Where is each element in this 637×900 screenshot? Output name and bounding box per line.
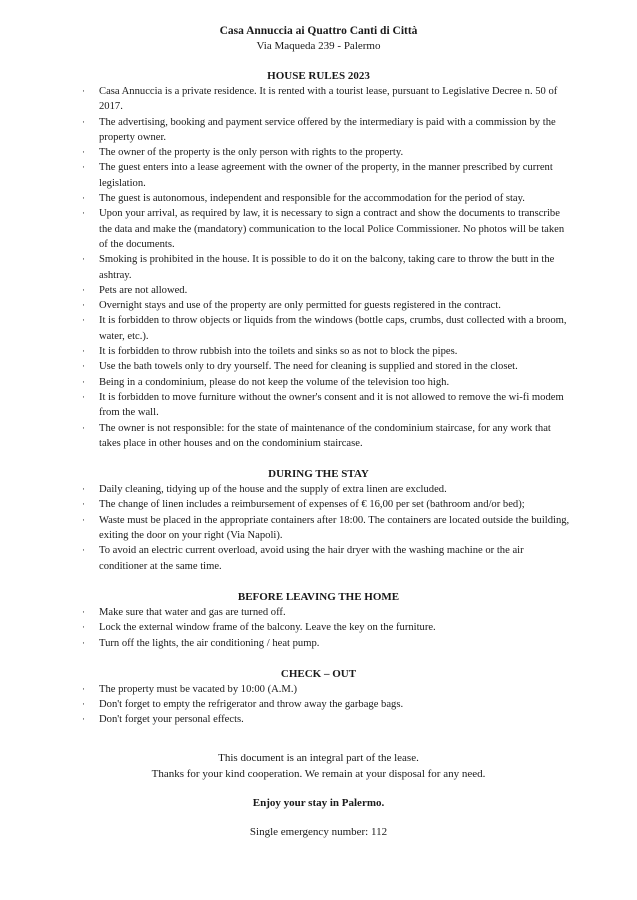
list-item-text: Smoking is prohibited in the house. It is possible to do it on the balcony, taking care to throw the butt in the ashtray. [99,254,555,281]
list-item-text: The owner of the property is the only person with rights to the property. [99,147,404,159]
list-item-text: The change of linen includes a reimbursement of expenses of € 16,00 per set (bathroom and/or bed); [99,499,525,511]
list-item-text: To avoid an electric current overload, avoid using the hair dryer with the washing machine or the air conditioner at the same time. [99,545,524,572]
bullet: · [82,147,85,158]
bullet: · [82,499,85,510]
bullet: · [82,346,85,357]
bullet: · [82,514,85,525]
list-item [82,697,571,712]
bullet: · [82,606,85,617]
bullet: · [82,116,85,127]
list-item-text: Turn off the lights, the air conditioning / heat pump. [99,637,320,649]
bullet: · [82,683,85,694]
bullet: · [82,422,85,433]
section-heading-during-stay: DURING THE STAY [268,468,369,481]
closing-line-thanks: Thanks for your kind cooperation. We remain at your disposal for any need. [151,767,486,780]
check-out-list [82,682,571,728]
bullet: · [82,714,85,725]
bullet: · [82,699,85,710]
house-rules-list [82,84,571,451]
bullet: · [82,545,85,556]
list-item-text: Being in a condominium, please do not keep the volume of the television too high. [99,376,450,388]
before-leaving-list [82,605,571,651]
list-item-text: Daily cleaning, tidying up of the house and the supply of extra linen are excluded. [99,484,447,496]
section-heading-before-leaving: BEFORE LEAVING THE HOME [237,590,400,603]
list-item [82,115,571,146]
list-item [82,252,571,283]
list-item [82,344,571,359]
bullet: · [82,315,85,326]
list-item [82,712,571,727]
bullet: · [82,361,85,372]
bullet: · [82,300,85,311]
list-item-text: It is forbidden to throw rubbish into the toilets and sinks so as not to block the pipes. [99,346,458,358]
list-item [82,543,571,574]
list-item [82,283,571,298]
list-item [82,390,571,421]
bullet: · [82,193,85,204]
list-item-text: Casa Annuccia is a private residence. It is rented with a tourist lease, pursuant to Legislative Decree n. 50 of 2017. [99,86,558,113]
list-item [82,313,571,344]
document-address: Via Maqueda 239 - Palermo [256,40,381,52]
bullet: · [82,208,85,219]
list-item [82,636,571,651]
list-item [82,145,571,160]
list-item-text: Overnight stays and use of the property are only permitted for guests registered in the contract. [99,300,501,312]
list-item-text: The advertising, booking and payment service offered by the intermediary is paid with a commission by the property owner. [99,116,556,143]
list-item-text: Don't forget to empty the refrigerator and throw away the garbage bags. [99,699,404,711]
list-item-text: The owner is not responsible: for the state of maintenance of the condominium staircase, for any work that takes place in other houses and on the condominium staircase. [99,422,551,449]
bullet: · [82,637,85,648]
list-item [82,191,571,206]
bullet: · [82,484,85,495]
list-item-text: Make sure that water and gas are turned off. [99,606,286,618]
document-title: Casa Annuccia ai Quattro Canti di Città [219,25,418,37]
list-item-text: The property must be vacated by 10:00 (A.M.) [99,683,297,695]
closing-line-lease: This document is an integral part of the lease. [218,751,419,764]
bullet: · [82,162,85,173]
bullet: · [82,622,85,633]
list-item [82,421,571,452]
during-stay-list [82,482,571,574]
list-item [82,482,571,497]
enjoy-message: Enjoy your stay in Palermo. [252,796,385,809]
section-heading-check-out: CHECK – OUT [280,667,357,680]
list-item-text: The guest is autonomous, independent and responsible for the accommodation for the period of stay. [99,193,525,205]
list-item [82,84,571,115]
list-item [82,375,571,390]
list-item-text: Pets are not allowed. [99,284,188,296]
list-item [82,513,571,544]
list-item-text: The guest enters into a lease agreement with the owner of the property, in the manner prescribed by current legislation. [99,162,553,189]
list-item [82,206,571,252]
list-item-text: Upon your arrival, as required by law, it is necessary to sign a contract and show the documents to transcribe the data and make the (mandatory) communication to the local Police Commissioner. No photos will be taken of the documents. [99,208,565,250]
list-item-text: Use the bath towels only to dry yourself. The need for cleaning is supplied and stored in the closet. [99,361,518,373]
list-item [82,298,571,313]
list-item [82,682,571,697]
bullet: · [82,254,85,265]
list-item [82,605,571,620]
list-item-text: It is forbidden to move furniture without the owner's consent and it is not allowed to remove the wi-fi modem from the wall. [99,391,564,419]
list-item [82,497,571,512]
list-item [82,359,571,374]
list-item-text: Don't forget your personal effects. [99,714,244,726]
section-heading-house-rules: HOUSE RULES 2023 [267,70,370,82]
bullet: · [82,284,85,295]
list-item-text: Lock the external window frame of the balcony. Leave the key on the furniture. [99,622,436,634]
list-item [82,160,571,191]
bullet: · [82,86,85,96]
emergency-number: Single emergency number: 112 [249,825,388,838]
bullet: · [82,391,85,402]
bullet: · [82,376,85,387]
list-item-text: Waste must be placed in the appropriate containers after 18:00. The containers are located outside the building, exiting the door on your right (Via Napoli). [99,514,570,542]
list-item-text: It is forbidden to throw objects or liquids from the windows (bottle caps, crumbs, dust collected with a broom, water, etc.). [99,315,567,342]
list-item [82,620,571,635]
